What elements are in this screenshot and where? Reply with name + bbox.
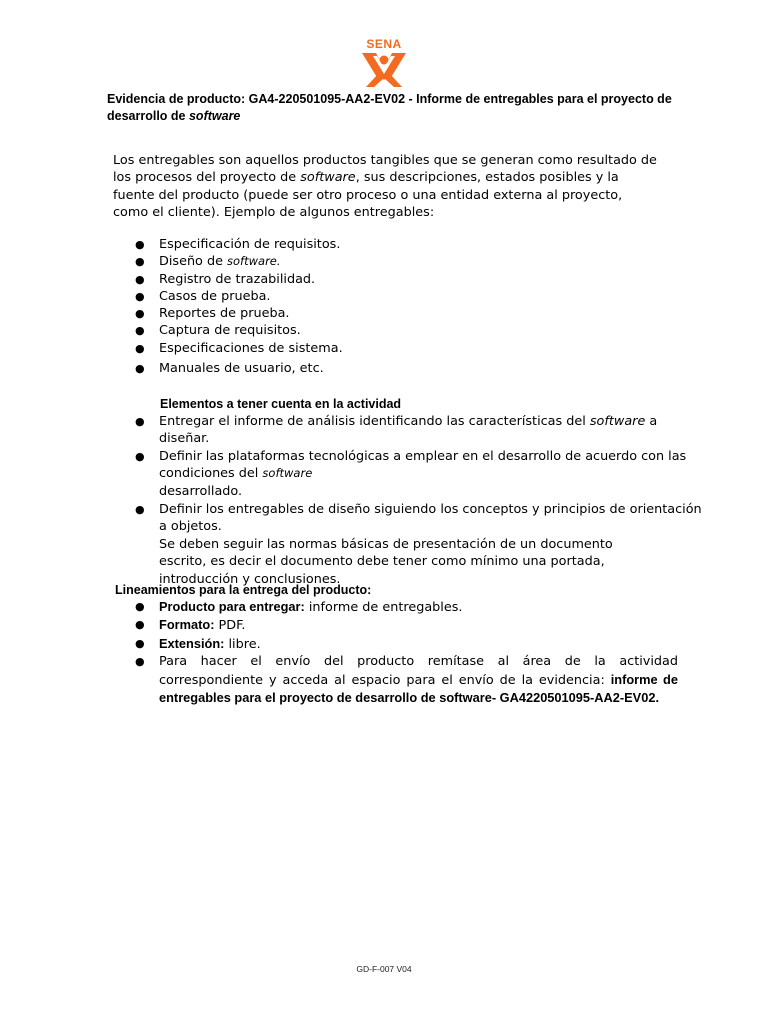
list-item [113,305,673,322]
bullet-icon: ● [135,636,145,650]
list-item-text: a diseñar. [159,414,658,447]
sena-logo [356,38,412,88]
bullet-icon: ● [135,503,145,517]
list-item [113,322,673,339]
list-item-italic: software [262,466,313,481]
list-item-text: Manuales de usuario, etc. [159,361,324,377]
list-item-text: Registro de trazabilidad. [159,271,316,287]
list-item [113,448,703,500]
format-label: Formato: [159,617,215,633]
extension-label: Extensión: [159,635,225,651]
bullet-icon: ● [135,324,145,338]
guidelines-heading: Lineamientos para la entrega del producto: [115,583,372,597]
list-item-text: Especificaciones de sistema. [159,340,343,356]
list-item [113,616,678,634]
intro-text-2: , sus descripciones, estados posibles y la fuente del producto (puede ser otro proceso o una entidad externa al proyecto, como el cliente). Ejemplo de algunos entregables: [113,170,623,221]
list-item-text: desarrollado. [159,483,243,499]
send-text: Para hacer el envío del producto remítase al área de la actividad correspondiente y acceda al espacio para el envío de la evidencia: [159,654,678,688]
format-value: PDF. [214,618,246,634]
list-item-text: Especificación de requisitos. [159,237,341,252]
extension-value: libre. [224,636,261,652]
product-value: informe de entregables. [304,600,463,615]
list-item [113,288,673,305]
list-item [113,413,703,448]
list-item-text: Captura de requisitos. [159,323,301,339]
list-item-italic: software [589,414,646,429]
bullet-icon: ● [135,341,145,355]
list-item-text: Reportes de prueba. [159,306,290,322]
list-item [113,598,678,616]
document-title [107,91,677,125]
sena-logo-text: SENA [366,37,402,51]
list-item [113,360,673,377]
list-item-italic: software. [227,254,281,269]
list-item [113,271,673,288]
bullet-icon: ● [135,289,145,303]
title-italic: software [188,109,241,123]
list-item [113,253,673,270]
intro-text-1: Los entregables son aquellos productos tangibles que se generan como resultado de los procesos del proyecto de [113,153,657,186]
list-item-text: Diseño de [159,254,228,270]
list-item [113,236,673,253]
guidelines-list [113,598,678,707]
sena-logo-icon [356,38,412,88]
activity-heading: Elementos a tener cuenta en la actividad [160,397,402,411]
list-item-text: Definir las plataformas tecnológicas a emplear en el desarrollo de acuerdo con las condiciones del [159,448,687,482]
list-item [113,501,703,588]
footer-code: GD-F-007 V04 [356,964,412,974]
title-text: Evidencia de producto: GA4-220501095-AA2-EV02 - Informe de entregables para el proyecto de desarrollo de [107,92,672,123]
intro-paragraph [113,152,658,222]
bullet-icon: ● [135,415,145,428]
bullet-icon: ● [135,255,145,269]
bullet-icon: ● [135,600,145,613]
bullet-icon: ● [135,362,145,376]
deliverables-list [113,236,673,377]
list-item-text: Casos de prueba. [159,288,271,304]
bullet-icon: ● [135,618,145,632]
bullet-icon: ● [135,655,145,669]
bullet-icon: ● [135,238,145,251]
list-item-text: Definir los entregables de diseño siguiendo los conceptos y principios de orientación a objetos. [159,502,702,535]
list-item [113,653,678,707]
intro-italic: software [300,170,356,186]
list-item-text: Se deben seguir las normas básicas de presentación de un documento escrito, es decir el documento debe tener como mínimo una portada, introducción y conclusiones. [159,536,613,587]
bullet-icon: ● [135,449,145,463]
activity-list [113,413,703,588]
bullet-icon: ● [135,307,145,321]
bullet-icon: ● [135,272,145,286]
list-item [113,340,673,357]
send-bold-text: informe de entregables para el proyecto de desarrollo de software- GA4220501095-AA2-EV02. [159,671,678,706]
list-item-text: Entregar el informe de análisis identificando las características del [159,414,590,429]
product-label: Producto para entregar: [159,599,305,614]
list-item [113,635,678,653]
